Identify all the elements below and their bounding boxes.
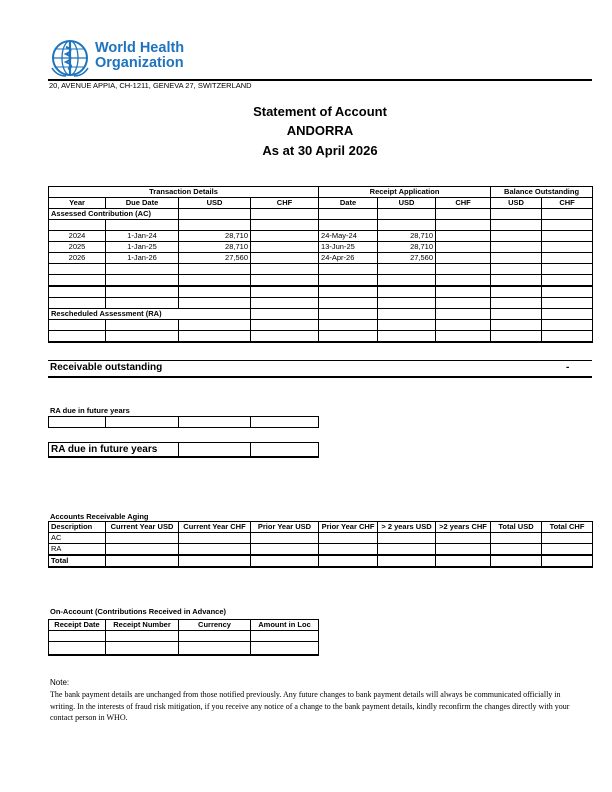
balance-usd-cell: [491, 231, 542, 242]
table-row: [49, 220, 593, 231]
onacc-col-receipt-date: Receipt Date: [49, 620, 106, 631]
ra-future-total-label: RA due in future years: [49, 443, 179, 458]
receivable-outstanding-label: Receivable outstanding: [50, 362, 163, 373]
table-row: [49, 253, 593, 264]
aging-row-label: RA: [49, 544, 106, 556]
due-date-cell: 1-Jan-24: [106, 231, 179, 242]
col-receipt-date: Date: [319, 198, 378, 209]
aging-col-current-chf: Current Year CHF: [179, 522, 251, 533]
ra-future-small-table: [48, 416, 319, 428]
who-emblem-icon: [49, 38, 91, 78]
org-name-line2: Organization: [95, 55, 184, 71]
col-year: Year: [49, 198, 106, 209]
receipt-date-cell: 24-May-24: [319, 231, 378, 242]
receipt-chf-cell: [436, 242, 491, 253]
aging-col-2y-chf: >2 years CHF: [436, 522, 491, 533]
col-balance-chf: CHF: [542, 198, 593, 209]
table-row: [49, 264, 593, 275]
table-row: [49, 286, 593, 298]
year-cell: 2024: [49, 231, 106, 242]
table-row: [49, 231, 593, 242]
ra-future-small-label: RA due in future years: [50, 406, 130, 415]
balance-usd-cell: [491, 253, 542, 264]
on-account-header-row: [49, 620, 319, 631]
receipt-application-header: Receipt Application: [319, 187, 491, 198]
table-row: [49, 631, 319, 642]
aging-col-prior-usd: Prior Year USD: [251, 522, 319, 533]
who-logo: [49, 38, 187, 78]
receipt-chf-cell: [436, 231, 491, 242]
column-header-row: [49, 198, 593, 209]
table-row: [49, 342, 593, 343]
balance-chf-cell: [542, 242, 593, 253]
section-ra-label: Rescheduled Assessment (RA): [49, 309, 251, 320]
onacc-col-receipt-number: Receipt Number: [106, 620, 179, 631]
year-cell: 2026: [49, 253, 106, 264]
due-date-cell: 1-Jan-26: [106, 253, 179, 264]
col-receipt-chf: CHF: [436, 198, 491, 209]
section-ac-label: Assessed Contribution (AC): [49, 209, 179, 220]
transaction-details-header: Transaction Details: [49, 187, 319, 198]
receipt-chf-cell: [436, 253, 491, 264]
col-receipt-usd: USD: [378, 198, 436, 209]
aging-section-label: Accounts Receivable Aging: [50, 512, 149, 521]
col-chf: CHF: [251, 198, 319, 209]
table-row: [49, 642, 319, 656]
aging-col-total-usd: Total USD: [491, 522, 542, 533]
note-body: The bank payment details are unchanged from those notified previously. Any future changes to bank payment details will always be communicated officially in writing. In the interests of fraud risk mitigation, if you receive any notice of a change to the bank payment details, kindly reconfirm the changes directly with your contact person in WHO.: [50, 690, 570, 722]
aging-col-2y-usd: > 2 years USD: [378, 522, 436, 533]
usd-cell: 28,710: [179, 231, 251, 242]
aging-col-description: Description: [49, 522, 106, 533]
address: 20, AVENUE APPIA, CH-1211, GENEVA 27, SWITZERLAND: [49, 81, 252, 90]
statement-title: Statement of Account: [253, 104, 387, 119]
aging-header-row: [49, 522, 593, 533]
balance-outstanding-header: Balance Outstanding: [491, 187, 593, 198]
chf-cell: [251, 253, 319, 264]
table-row: [49, 331, 593, 343]
table-row: [49, 275, 593, 287]
due-date-cell: 1-Jan-25: [106, 242, 179, 253]
onacc-col-currency: Currency: [179, 620, 251, 631]
receipt-usd-cell: 28,710: [378, 231, 436, 242]
usd-cell: 28,710: [179, 242, 251, 253]
chf-cell: [251, 231, 319, 242]
statement-table: [48, 186, 593, 343]
receipt-usd-cell: 27,560: [378, 253, 436, 264]
usd-cell: 27,560: [179, 253, 251, 264]
note-title: Note:: [50, 678, 70, 687]
on-account-section-label: On-Account (Contributions Received in Advance): [50, 607, 226, 616]
table-row: [49, 533, 593, 544]
aging-row-label: AC: [49, 533, 106, 544]
on-account-table: [48, 619, 319, 656]
balance-usd-cell: [491, 242, 542, 253]
aging-col-total-chf: Total CHF: [542, 522, 593, 533]
section-ra-row: [49, 309, 593, 320]
col-balance-usd: USD: [491, 198, 542, 209]
table-row: [49, 555, 593, 567]
statement-date: As at 30 April 2026: [262, 143, 378, 158]
section-ac-row: [49, 209, 593, 220]
year-cell: 2025: [49, 242, 106, 253]
aging-row-label: Total: [49, 555, 106, 567]
table-row: [49, 443, 319, 458]
receipt-usd-cell: 28,710: [378, 242, 436, 253]
country-name: ANDORRA: [286, 123, 354, 138]
chf-cell: [251, 242, 319, 253]
table-row: [49, 320, 593, 331]
org-name-line1: World Health: [95, 40, 185, 56]
group-header-row: [49, 187, 593, 198]
aging-table: [48, 521, 593, 568]
table-row: [49, 544, 593, 556]
aging-col-prior-chf: Prior Year CHF: [319, 522, 378, 533]
balance-chf-cell: [542, 253, 593, 264]
col-due-date: Due Date: [106, 198, 179, 209]
receivable-outstanding-value: -: [566, 362, 570, 373]
table-row: [49, 417, 319, 428]
onacc-col-amount: Amount in Loc: [251, 620, 319, 631]
aging-col-current-usd: Current Year USD: [106, 522, 179, 533]
ra-future-total-table: [48, 442, 319, 458]
table-row: [49, 242, 593, 253]
table-row: [49, 298, 593, 309]
receipt-date-cell: 24-Apr-26: [319, 253, 378, 264]
receipt-date-cell: 13-Jun-25: [319, 242, 378, 253]
balance-chf-cell: [542, 231, 593, 242]
receivable-outstanding-row: [48, 360, 592, 378]
col-usd: USD: [179, 198, 251, 209]
who-logo-text: [95, 41, 184, 71]
